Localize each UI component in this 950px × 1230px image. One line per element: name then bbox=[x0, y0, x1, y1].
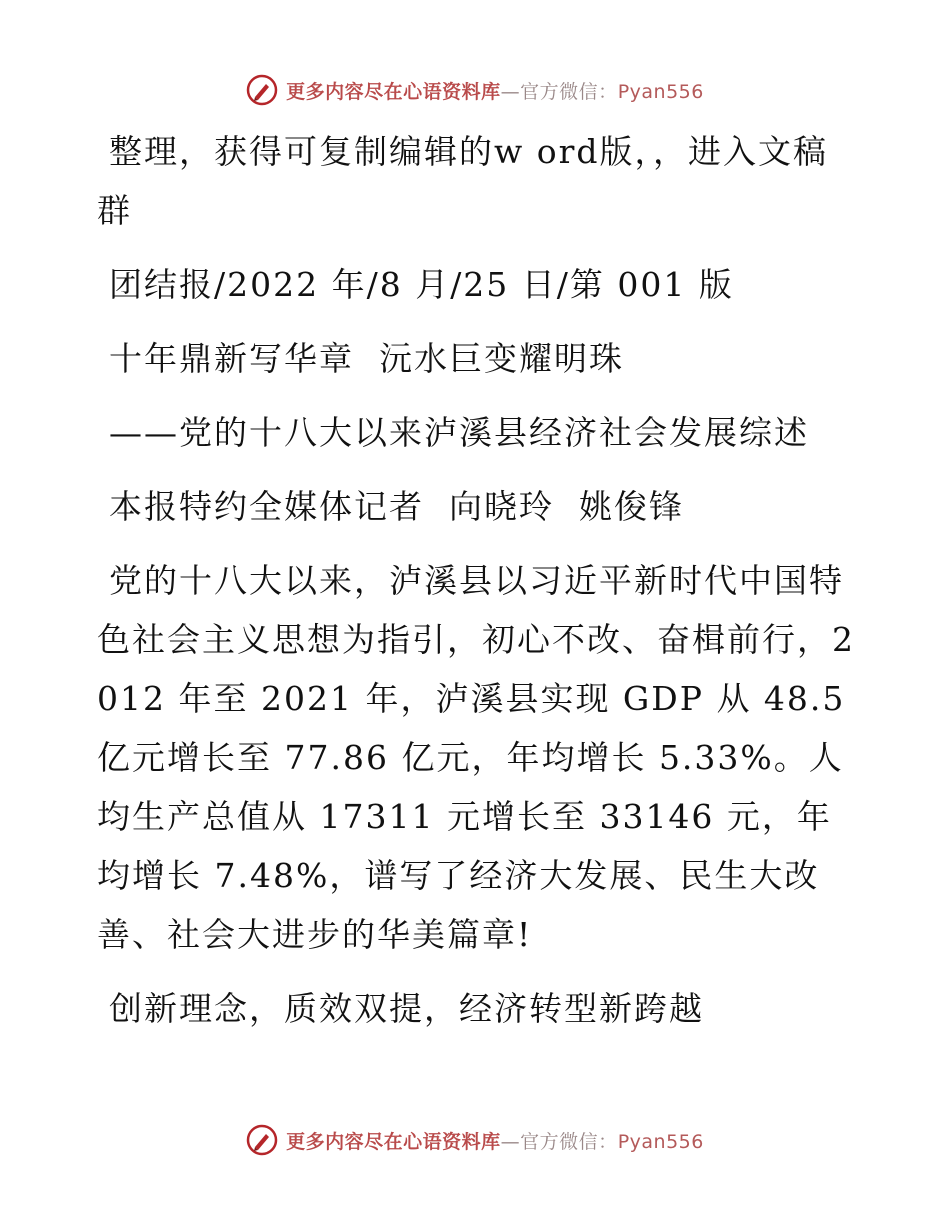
source-line: 团结报/2022 年/8 月/25 日/第 001 版 bbox=[109, 265, 734, 304]
body-paragraph: 党的十八大以来，泸溪县以习近平新时代中国特色社会主义思想为指引，初心不改、奋楫前行，2012 年至 2021 年，泸溪县实现 GDP 从 48.5 亿元增长至 77.86 亿元，年均增长 5.33%。人均生产总值从 17311 元增长至 33146 元，年均增长 7.48%，谱写了经济大发展、民生大改善、社会大进步的华美篇章! bbox=[97, 561, 858, 954]
watermark-wechat-id: Pyan556 bbox=[617, 1130, 704, 1153]
watermark-wechat-label: —官方微信： bbox=[500, 1130, 618, 1153]
watermark-footer bbox=[0, 1120, 950, 1160]
document-body bbox=[97, 122, 857, 1053]
watermark-wechat-label: —官方微信： bbox=[500, 80, 618, 103]
watermark-site-name: 更多内容尽在心语资料库 bbox=[286, 80, 501, 103]
pen-logo-icon bbox=[246, 1124, 278, 1156]
watermark-text bbox=[286, 1127, 704, 1154]
section-heading: 创新理念，质效双提，经济转型新跨越 bbox=[109, 989, 704, 1028]
article-title: 十年鼎新写华章 沅水巨变耀明珠 bbox=[109, 339, 624, 378]
intro-paragraph: 整理，获得可复制编辑的w ord版，，进入文稿群 bbox=[97, 132, 829, 230]
watermark-header bbox=[0, 70, 950, 110]
pen-logo-icon bbox=[246, 74, 278, 106]
article-subtitle: ——党的十八大以来泸溪县经济社会发展综述 bbox=[109, 413, 809, 452]
watermark-text bbox=[286, 77, 704, 104]
byline: 本报特约全媒体记者 向晓玲 姚俊锋 bbox=[109, 487, 684, 526]
watermark-site-name: 更多内容尽在心语资料库 bbox=[286, 1130, 501, 1153]
watermark-wechat-id: Pyan556 bbox=[617, 80, 704, 103]
